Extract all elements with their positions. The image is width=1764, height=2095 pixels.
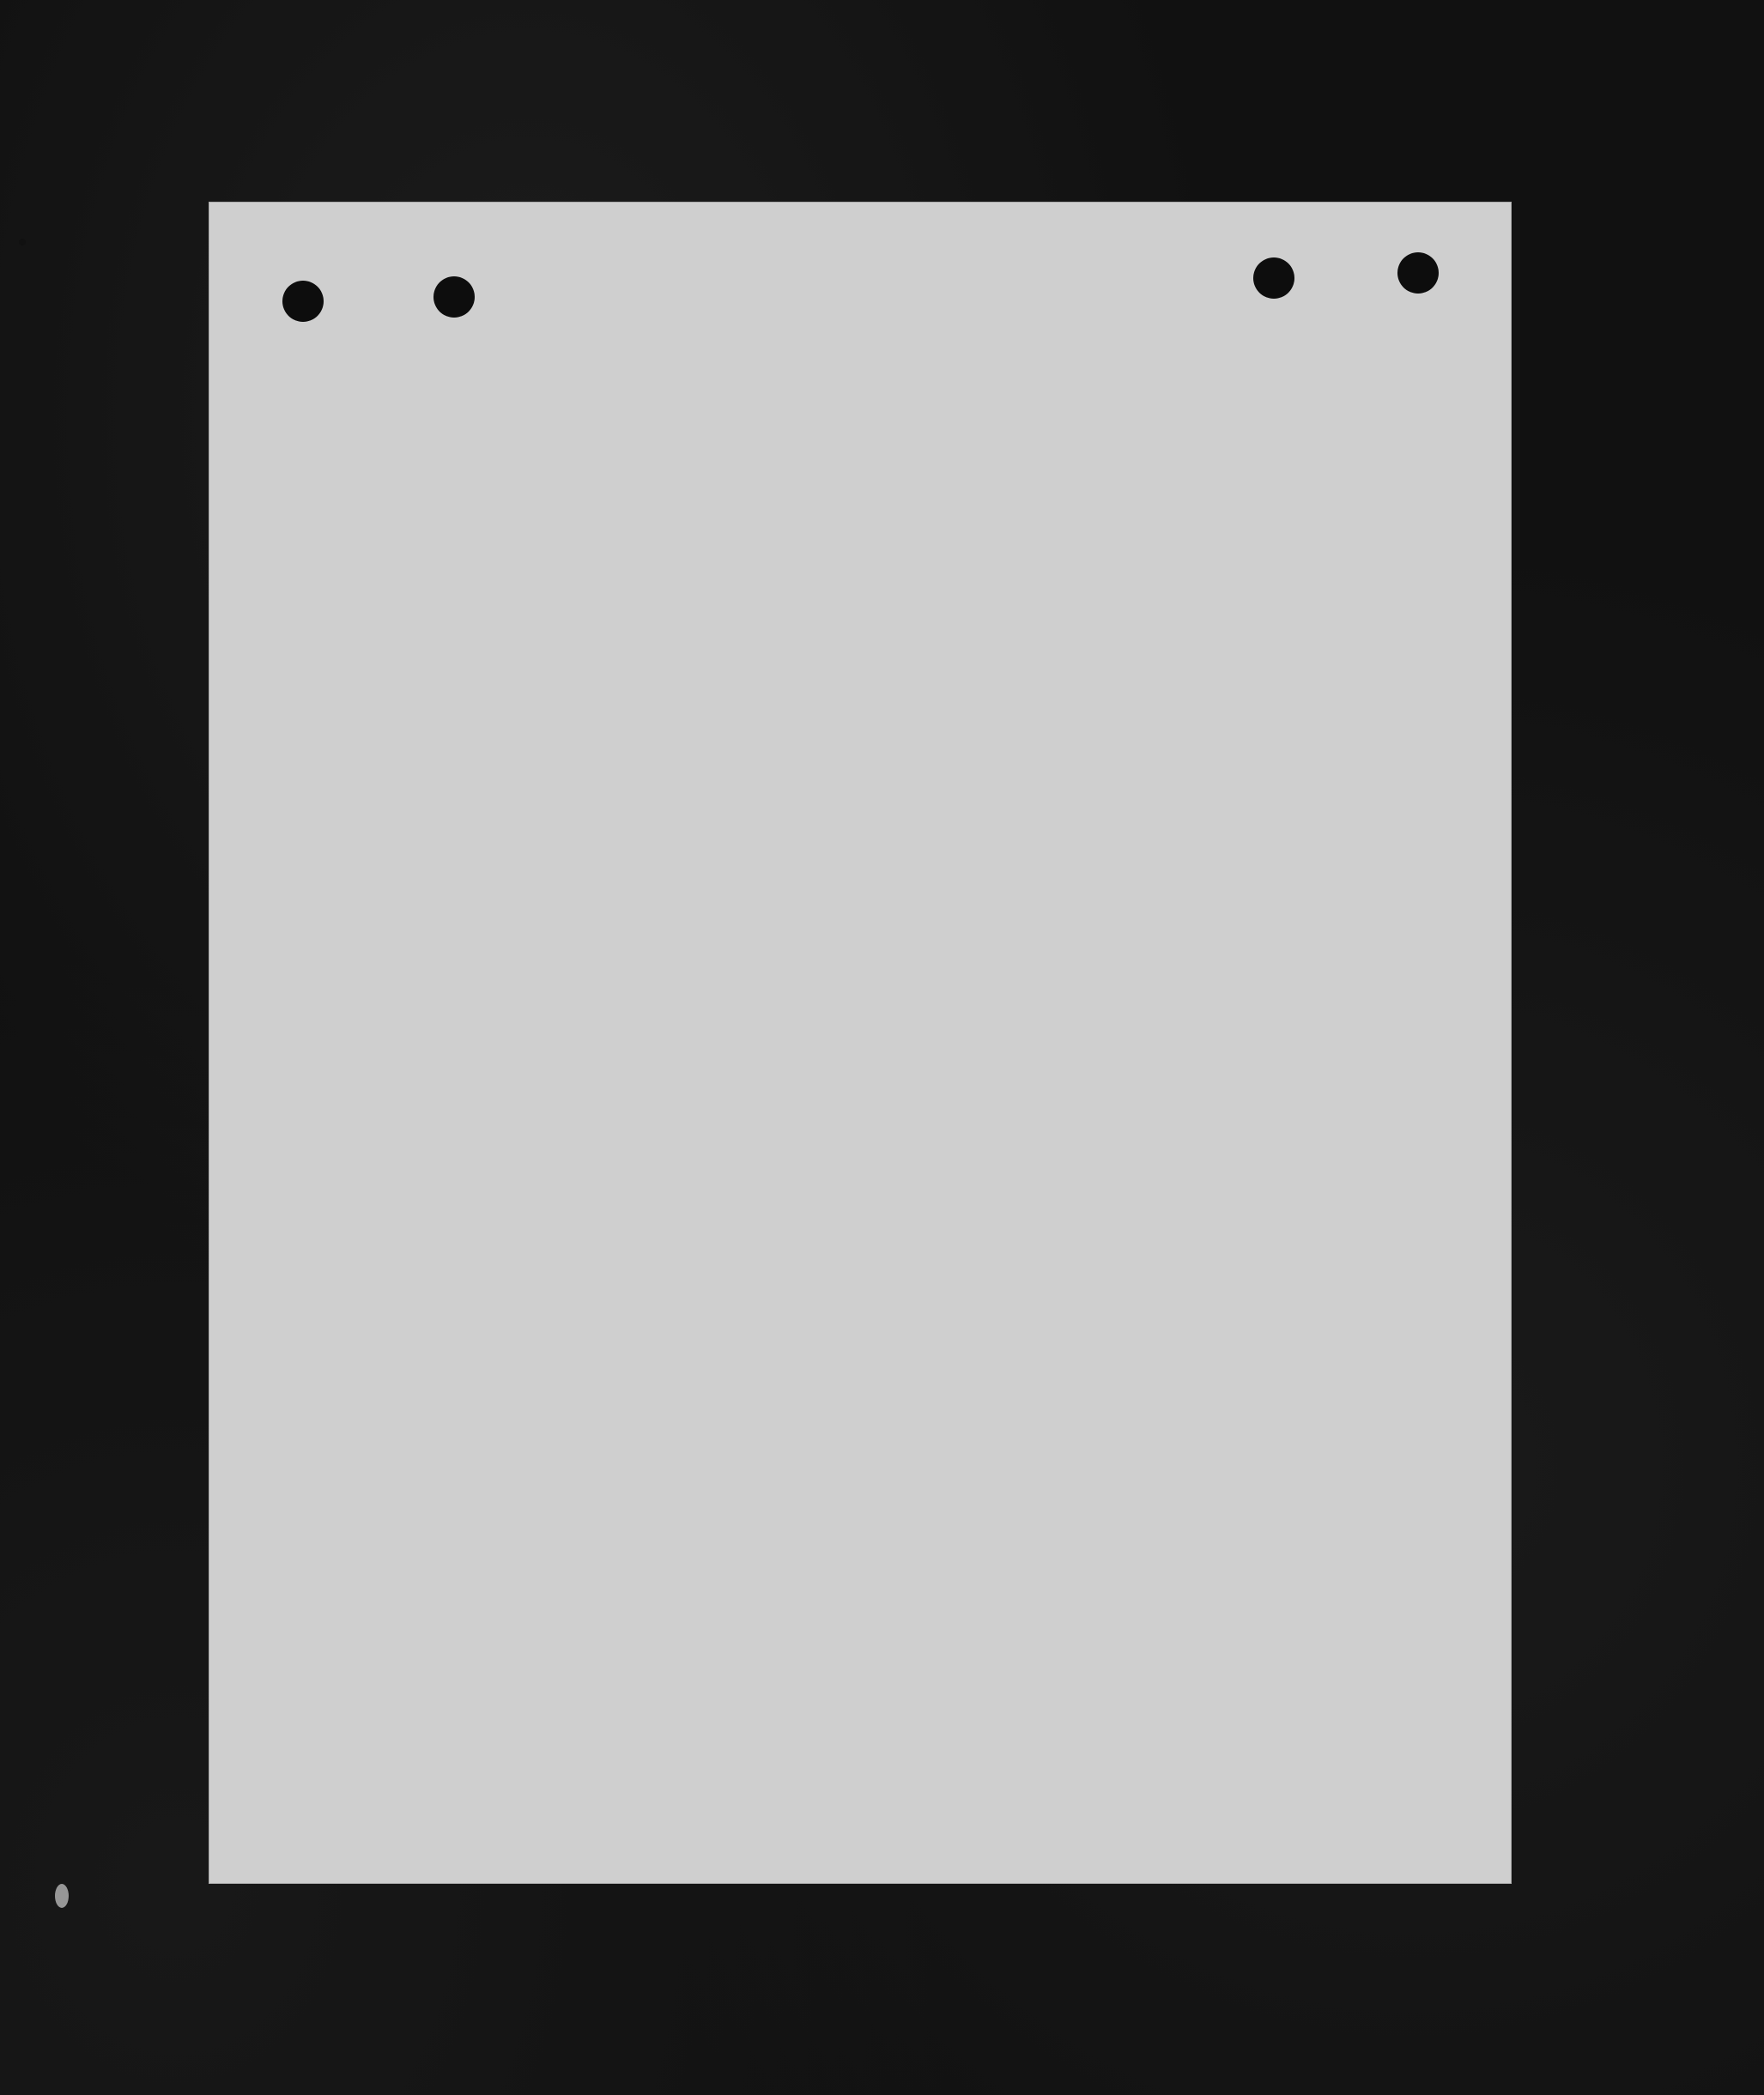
film-speck — [19, 239, 26, 245]
film-speck — [55, 1884, 69, 1908]
